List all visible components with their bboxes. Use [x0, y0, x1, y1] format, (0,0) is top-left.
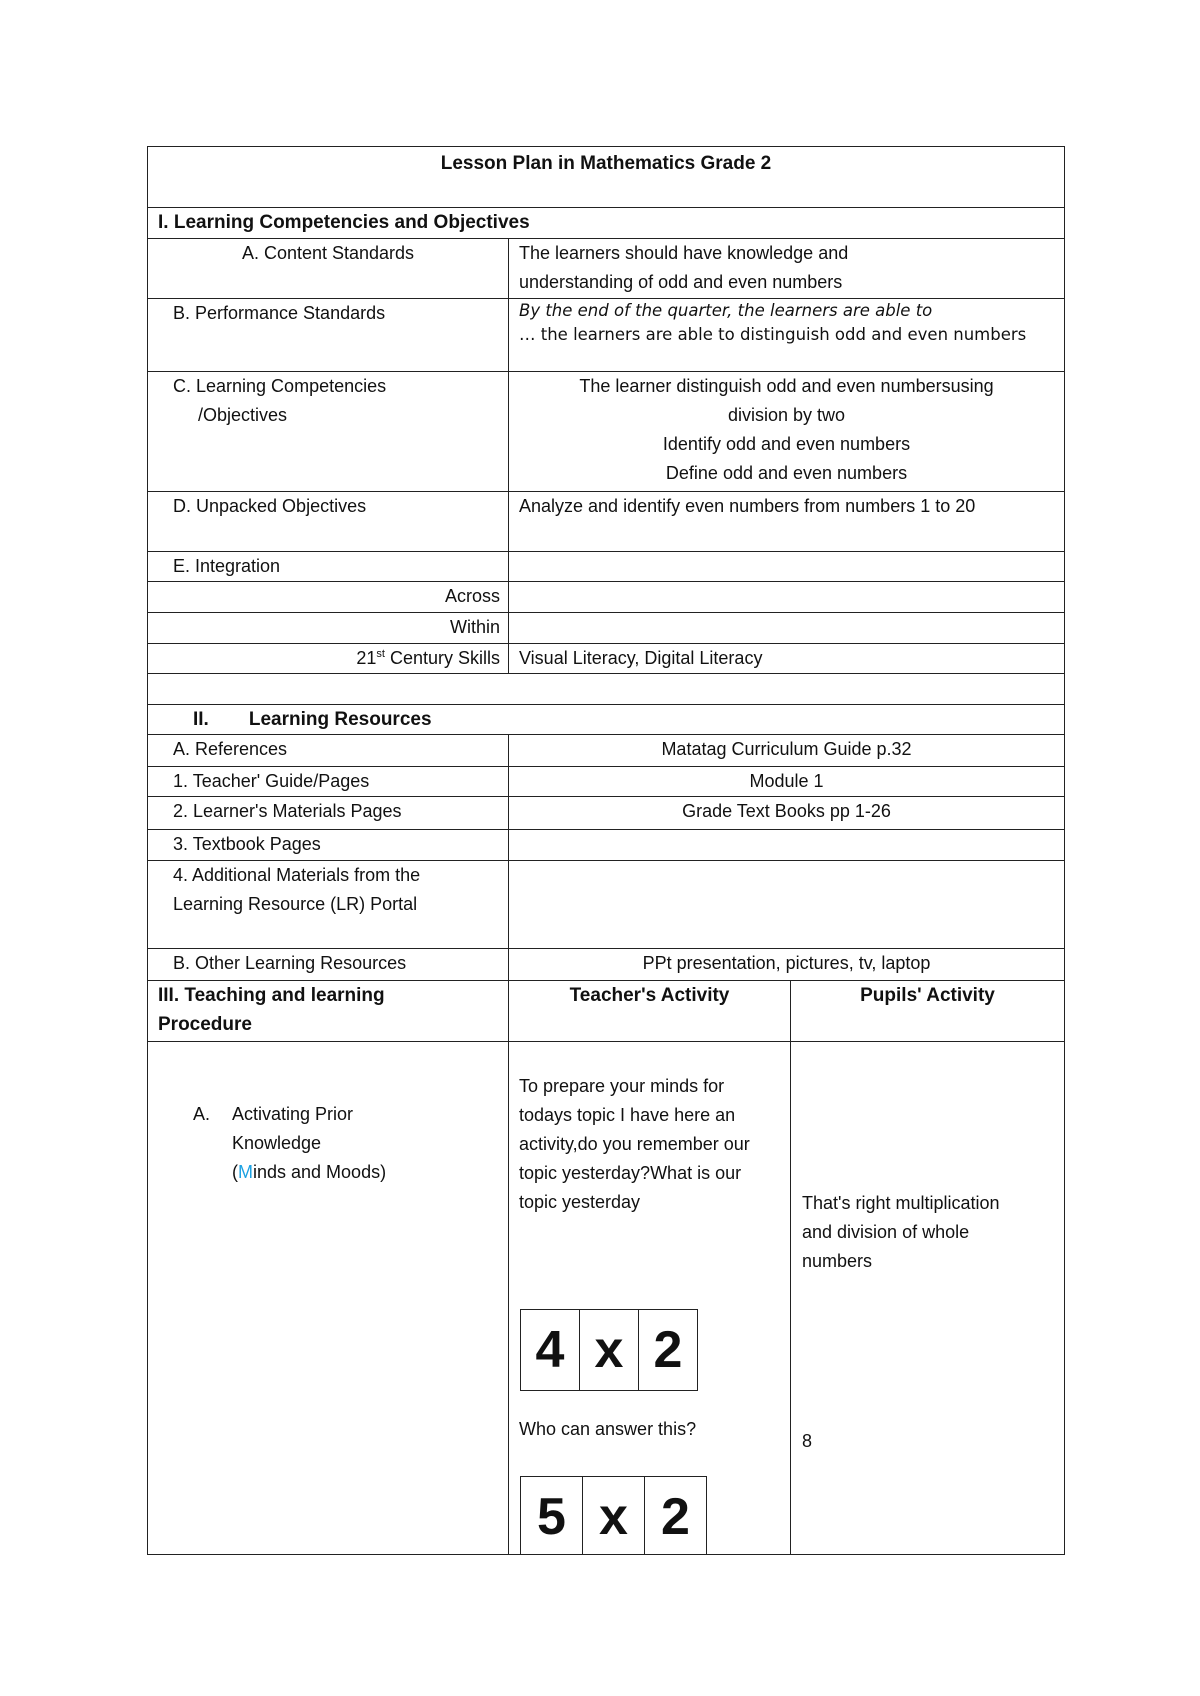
text-line: division by two: [727, 405, 846, 425]
text: Century Skills: [389, 648, 500, 668]
resource-label: 2. Learner's Materials Pages: [147, 796, 509, 830]
equation-card-1: [520, 1309, 698, 1391]
competencies-value: [508, 371, 1065, 492]
equation-card-2: [520, 1476, 707, 1555]
section-heading-1: I. Learning Competencies and Objectives: [147, 207, 1065, 239]
resource-label: 3. Textbook Pages: [147, 829, 509, 861]
unpacked-label: D. Unpacked Objectives: [147, 491, 509, 552]
unpacked-value: Analyze and identify even numbers from numbers 1 to 20: [508, 491, 1065, 552]
resource-label: 4. Additional Materials from the Learning Resource (LR) Portal: [147, 860, 509, 949]
text-line: Knowledge: [232, 1133, 322, 1153]
performance-standards-label: B. Performance Standards: [147, 298, 509, 372]
spacer-row: [147, 673, 1065, 705]
within-label: Within: [147, 612, 509, 644]
page-title: Lesson Plan in Mathematics Grade 2: [147, 146, 1065, 208]
teacher-prompt: To prepare your minds for todays topic I have here an activity,do you remember our topic yesterday?What is our topic yesterday: [519, 1076, 750, 1212]
text-line: The learners should have knowledge and: [519, 243, 849, 263]
card-digit: 4: [521, 1310, 580, 1390]
integration-label: E. Integration: [147, 551, 509, 582]
pupils-activity-header: Pupils' Activity: [790, 980, 1065, 1042]
across-value: [508, 581, 1065, 613]
resource-label: 1. Teacher' Guide/Pages: [147, 766, 509, 797]
text-line: /Objectives: [198, 405, 288, 425]
resource-value: [508, 860, 1065, 949]
across-label: Across: [147, 581, 509, 613]
text-line: understanding of odd and even numbers: [519, 272, 843, 292]
text-line: C. Learning Competencies: [173, 376, 387, 396]
text: … the learners are able to distinguish odd and even numbers: [519, 325, 1027, 344]
card-digit: 2: [653, 1320, 683, 1379]
resource-value: PPt presentation, pictures, tv, laptop: [508, 948, 1065, 981]
resource-label: B. Other Learning Resources: [147, 948, 509, 981]
card-digit: 5: [521, 1477, 583, 1555]
pupils-activity-cell: [790, 1041, 1065, 1555]
procedure-step-cell: [147, 1041, 509, 1555]
step-label: [232, 1100, 386, 1187]
competencies-label: [147, 371, 509, 492]
text: (: [232, 1162, 238, 1182]
skills-label: [147, 643, 509, 674]
card-operator: x: [583, 1477, 645, 1555]
text: inds and Moods): [253, 1162, 387, 1182]
content-standards-label: A. Content Standards: [147, 238, 509, 299]
section-heading-2: [147, 704, 1065, 735]
integration-value: [508, 551, 1065, 582]
resource-value: Module 1: [508, 766, 1065, 797]
performance-standards-value: [508, 298, 1065, 372]
text-line: Activating Prior: [232, 1104, 354, 1124]
text: 21: [356, 648, 377, 668]
content-standards-value: [508, 238, 1065, 299]
teacher-activity-header: Teacher's Activity: [508, 980, 791, 1042]
resource-value: [508, 829, 1065, 861]
question-text: Who can answer this?: [519, 1419, 697, 1439]
card-digit: 2: [661, 1487, 690, 1546]
card-operator: x: [580, 1310, 639, 1390]
section-heading-3: III. Teaching and learning Procedure: [147, 980, 509, 1042]
pupil-answer: 8: [802, 1431, 813, 1451]
step-letter: A.: [193, 1104, 211, 1124]
highlighted-letter: M: [238, 1162, 253, 1182]
text: II.: [193, 709, 209, 730]
skills-value: Visual Literacy, Digital Literacy: [508, 643, 1065, 674]
resource-label: A. References: [147, 734, 509, 767]
superscript: st: [376, 648, 385, 660]
pupil-response: That's right multiplication and division of whole numbers: [802, 1193, 1000, 1271]
within-value: [508, 612, 1065, 644]
resource-value: Grade Text Books pp 1-26: [508, 796, 1065, 830]
text-line: Identify odd and even numbers: [662, 434, 911, 454]
teacher-activity-cell: [508, 1041, 791, 1555]
italic-text: By the end of the quarter, the learners are able to: [519, 301, 933, 320]
text-line: [232, 1158, 386, 1187]
text-line: Define odd and even numbers: [665, 463, 908, 483]
text-line: The learner distinguish odd and even numbersusing: [579, 376, 994, 396]
resource-value: Matatag Curriculum Guide p.32: [508, 734, 1065, 767]
text: Learning Resources: [248, 709, 432, 730]
